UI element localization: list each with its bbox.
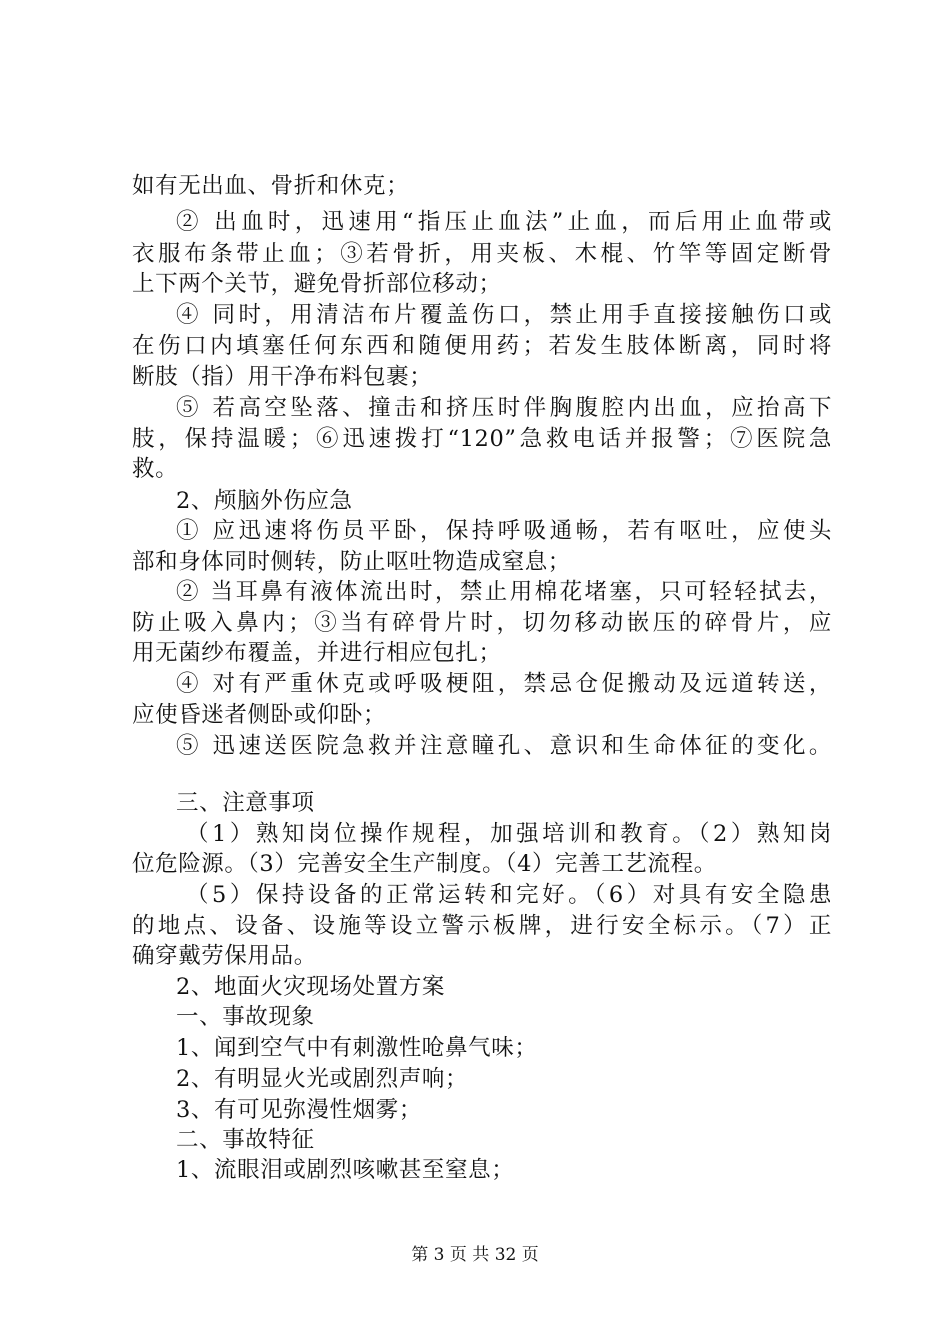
body-line: ② 当耳鼻有液体流出时，禁止用棉花堵塞，只可轻轻拭去， xyxy=(176,579,832,605)
body-line: （1）熟知岗位操作规程，加强培训和教育。（2）熟知岗 xyxy=(186,821,832,847)
section-heading: 2、颅脑外伤应急 xyxy=(176,488,353,514)
body-line: 上下两个关节，避免骨折部位移动； xyxy=(132,271,502,297)
body-line: （5）保持设备的正常运转和完好。（6）对具有安全隐患 xyxy=(186,882,832,908)
body-line: 确穿戴劳保用品。 xyxy=(132,943,317,969)
list-item: 1、闻到空气中有刺激性呛鼻气味； xyxy=(176,1035,538,1061)
body-line: 如有无出血、骨折和休克； xyxy=(132,173,410,199)
body-line: 衣服布条带止血；③若骨折，用夹板、木棍、竹竿等固定断骨 xyxy=(132,241,832,267)
list-item: 3、有可见弥漫性烟雾； xyxy=(176,1097,422,1123)
section-heading: 三、注意事项 xyxy=(176,790,315,816)
page-footer: 第 3 页 共 32 页 xyxy=(411,1245,539,1265)
list-item: 1、流眼泪或剧烈咳嗽甚至窒息； xyxy=(176,1157,515,1183)
body-line: 应使昏迷者侧卧或仰卧； xyxy=(132,702,387,728)
body-line: 断肢（指）用干净布料包裹； xyxy=(132,364,433,390)
section-heading: 二、事故特征 xyxy=(176,1127,315,1153)
body-line: 在伤口内填塞任何东西和随便用药；若发生肢体断离，同时将 xyxy=(132,333,832,359)
body-line: ⑤ 迅速送医院急救并注意瞳孔、意识和生命体征的变化。 xyxy=(176,733,832,759)
body-line: ④ 对有严重休克或呼吸梗阻，禁忌仓促搬动及远道转送， xyxy=(176,671,832,697)
section-heading: 一、事故现象 xyxy=(176,1004,315,1030)
body-line: ② 出血时，迅速用“指压止血法”止血，而后用止血带或 xyxy=(176,209,832,235)
body-line: ① 应迅速将伤员平卧，保持呼吸通畅，若有呕吐，应使头 xyxy=(176,518,832,544)
body-line: ④ 同时，用清洁布片覆盖伤口，禁止用手直接接触伤口或 xyxy=(176,302,832,328)
body-line: 用无菌纱布覆盖，并进行相应包扎； xyxy=(132,640,502,666)
body-line: 救。 xyxy=(132,456,179,482)
body-line: 防止吸入鼻内；③当有碎骨片时，切勿移动嵌压的碎骨片，应 xyxy=(132,610,832,636)
body-line: 肢，保持温暖；⑥迅速拨打“120”急救电话并报警；⑦医院急 xyxy=(132,426,832,452)
body-line: 部和身体同时侧转，防止呕吐物造成窒息； xyxy=(132,549,571,575)
section-heading: 2、地面火灾现场处置方案 xyxy=(176,974,446,1000)
body-line: ⑤ 若高空坠落、撞击和挤压时伴胸腹腔内出血，应抬高下 xyxy=(176,395,832,421)
list-item: 2、有明显火光或剧烈声响； xyxy=(176,1066,469,1092)
body-line: 的地点、设备、设施等设立警示板牌，进行安全标示。（7）正 xyxy=(132,913,832,939)
body-line: 位危险源。（3）完善安全生产制度。（4）完善工艺流程。 xyxy=(132,851,717,877)
